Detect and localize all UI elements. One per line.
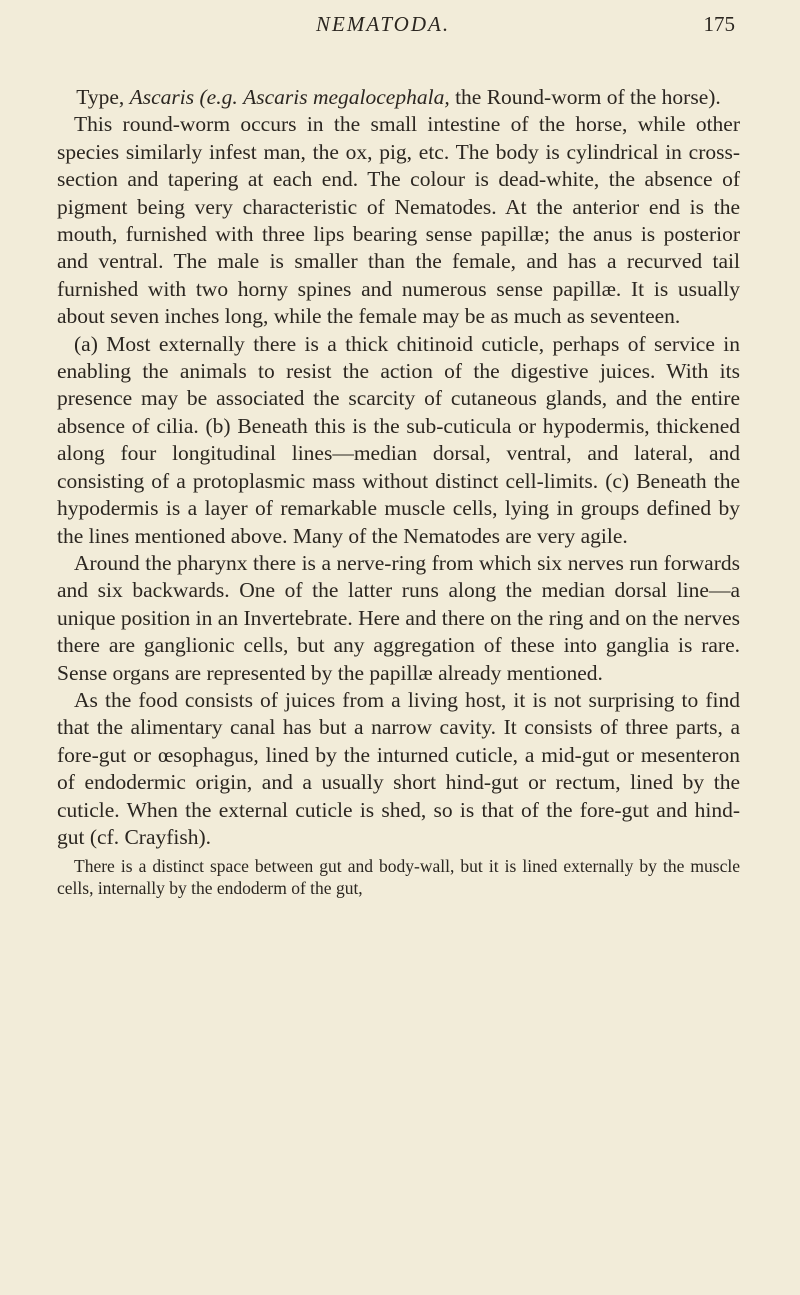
running-title: NEMATODA. xyxy=(316,12,451,36)
paragraph-overview: This round-worm occurs in the small intestine of the horse, while other species similarly infest man, the ox, pig, etc. The body is cylindrical in cross-section and tapering at each end. The colour is dead-white, the absence of pigment being very characteristic of Nematodes. At the anterior end is the mouth, furnished with three lips bearing sense papillæ; the anus is posterior and ventral. The male is smaller than the female, and has a recurved tail furnished with two horny spines and numerous sense papillæ. It is usually about seven inches long, while the female may be as much as seventeen. xyxy=(57,112,740,329)
species-name: Ascaris megalocephala, xyxy=(243,85,450,109)
text-a: Most externally there is a thick chitinoid cuticle, perhaps of service in enabling the animals to resist the action of the digestive juices. With its presence may be associated the scarcity of cutaneous glands, and the entire absence of cilia. xyxy=(57,331,740,438)
label-a: (a) xyxy=(74,331,98,356)
paragraph-body-wall xyxy=(57,331,740,550)
body-text xyxy=(57,84,740,899)
type-prefix: Type, xyxy=(76,85,130,109)
type-suffix: the Round-worm of the horse). xyxy=(449,85,721,109)
paragraph-small-print: There is a distinct space between gut and body-wall, but it is lined externally by the muscle cells, internally by the endoderm of the gut, xyxy=(57,856,740,899)
text-b: Beneath this is the sub-cuticula or hypodermis, thickened along four longitudinal lines—median dorsal, ventral, and lateral, and consisting of a protoplasmic mass without distinct cell-limits. xyxy=(57,413,740,493)
label-b: (b) xyxy=(205,413,231,438)
text-c: Beneath the hypodermis is a layer of remarkable muscle cells, lying in groups defined by the lines mentioned above. Many of the Nematodes are very agile. xyxy=(57,468,740,548)
eg-abbrev: (e.g. xyxy=(199,85,238,109)
paragraph-alimentary-canal: As the food consists of juices from a living host, it is not surprising to find that the alimentary canal has but a narrow cavity. It consists of three parts, a fore-gut or œsophagus, lined by the inturned cuticle, a mid-gut or mesenteron of endodermic origin, and a usually short hind-gut or rectum, lined by the cuticle. When the external cuticle is shed, so is that of the fore-gut and hind-gut (cf. Crayfish). xyxy=(57,687,740,849)
genus-name: Ascaris xyxy=(129,85,195,109)
label-c: (c) xyxy=(605,468,630,493)
running-head xyxy=(0,12,800,42)
type-line xyxy=(57,84,740,111)
page-number: 175 xyxy=(703,12,735,36)
paragraph-nervous-system: Around the pharynx there is a nerve-ring from which six nerves run forwards and six backwards. One of the latter runs along the median dorsal line—a unique position in an Invertebrate. Here and there on the ring and on the nerves there are ganglionic cells, but any aggregation of these into ganglia is rare. Sense organs are represented by the papillæ already mentioned. xyxy=(57,550,740,685)
